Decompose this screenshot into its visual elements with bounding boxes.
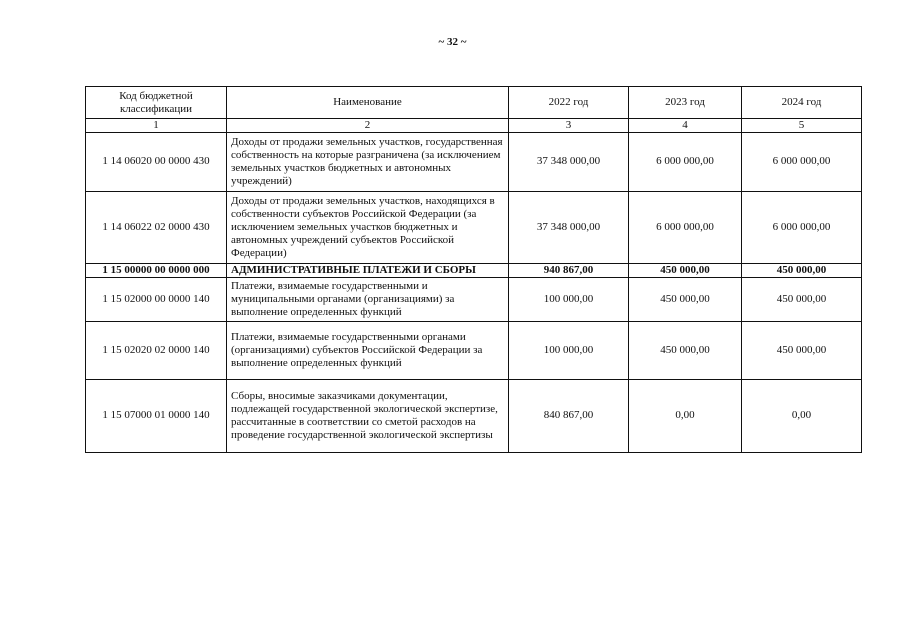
column-number-row — [86, 119, 862, 133]
header-2022: 2022 год — [509, 87, 629, 119]
row-name: Доходы от продажи земельных участков, государственная собственность на которые разграничена (за исключением земельных участков бюджетных и автономных учреждений) — [227, 132, 509, 191]
table-row — [86, 379, 862, 452]
header-code: Код бюджетной классификации — [86, 87, 227, 119]
row-value-2023: 450 000,00 — [629, 263, 742, 277]
row-code: 1 15 07000 01 0000 140 — [86, 379, 227, 452]
table-row-section-total — [86, 263, 862, 277]
row-name: АДМИНИСТРАТИВНЫЕ ПЛАТЕЖИ И СБОРЫ — [227, 263, 509, 277]
row-value-2023: 450 000,00 — [629, 321, 742, 379]
column-number-3: 3 — [509, 119, 629, 133]
row-value-2022: 840 867,00 — [509, 379, 629, 452]
column-number-1: 1 — [86, 119, 227, 133]
column-number-4: 4 — [629, 119, 742, 133]
row-name: Доходы от продажи земельных участков, находящихся в собственности субъектов Российской Федерации (за исключением земельных участков бюджетных и автономных учреждений субъектов Российской Федерации) — [227, 191, 509, 263]
row-code: 1 15 02000 00 0000 140 — [86, 277, 227, 321]
row-code: 1 15 02020 02 0000 140 — [86, 321, 227, 379]
budget-revenue-table — [85, 86, 862, 453]
row-value-2024: 450 000,00 — [742, 277, 862, 321]
row-value-2022: 37 348 000,00 — [509, 191, 629, 263]
row-value-2022: 100 000,00 — [509, 277, 629, 321]
header-2023: 2023 год — [629, 87, 742, 119]
row-value-2024: 450 000,00 — [742, 263, 862, 277]
page-number: ~ 32 ~ — [438, 36, 467, 48]
column-number-5: 5 — [742, 119, 862, 133]
row-name: Сборы, вносимые заказчиками документации, подлежащей государственной экологической экспертизе, рассчитанные в соответствии со сметой расходов на проведение государственной экологической экспертизы — [227, 379, 509, 452]
header-2024: 2024 год — [742, 87, 862, 119]
row-value-2022: 940 867,00 — [509, 263, 629, 277]
row-value-2023: 6 000 000,00 — [629, 191, 742, 263]
row-value-2023: 450 000,00 — [629, 277, 742, 321]
table-row — [86, 191, 862, 263]
column-number-2: 2 — [227, 119, 509, 133]
table-row — [86, 277, 862, 321]
row-code: 1 14 06022 02 0000 430 — [86, 191, 227, 263]
row-value-2024: 6 000 000,00 — [742, 191, 862, 263]
table-header-row — [86, 87, 862, 119]
row-name: Платежи, взимаемые государственными органами (организациями) субъектов Российской Федерации за выполнение определенных функций — [227, 321, 509, 379]
row-value-2022: 37 348 000,00 — [509, 132, 629, 191]
row-value-2023: 6 000 000,00 — [629, 132, 742, 191]
row-value-2023: 0,00 — [629, 379, 742, 452]
row-name: Платежи, взимаемые государственными и муниципальными органами (организациями) за выполнение определенных функций — [227, 277, 509, 321]
table-row — [86, 321, 862, 379]
row-value-2024: 0,00 — [742, 379, 862, 452]
row-value-2024: 450 000,00 — [742, 321, 862, 379]
row-code: 1 14 06020 00 0000 430 — [86, 132, 227, 191]
table-row — [86, 132, 862, 191]
row-value-2022: 100 000,00 — [509, 321, 629, 379]
row-code: 1 15 00000 00 0000 000 — [86, 263, 227, 277]
row-value-2024: 6 000 000,00 — [742, 132, 862, 191]
header-name: Наименование — [227, 87, 509, 119]
